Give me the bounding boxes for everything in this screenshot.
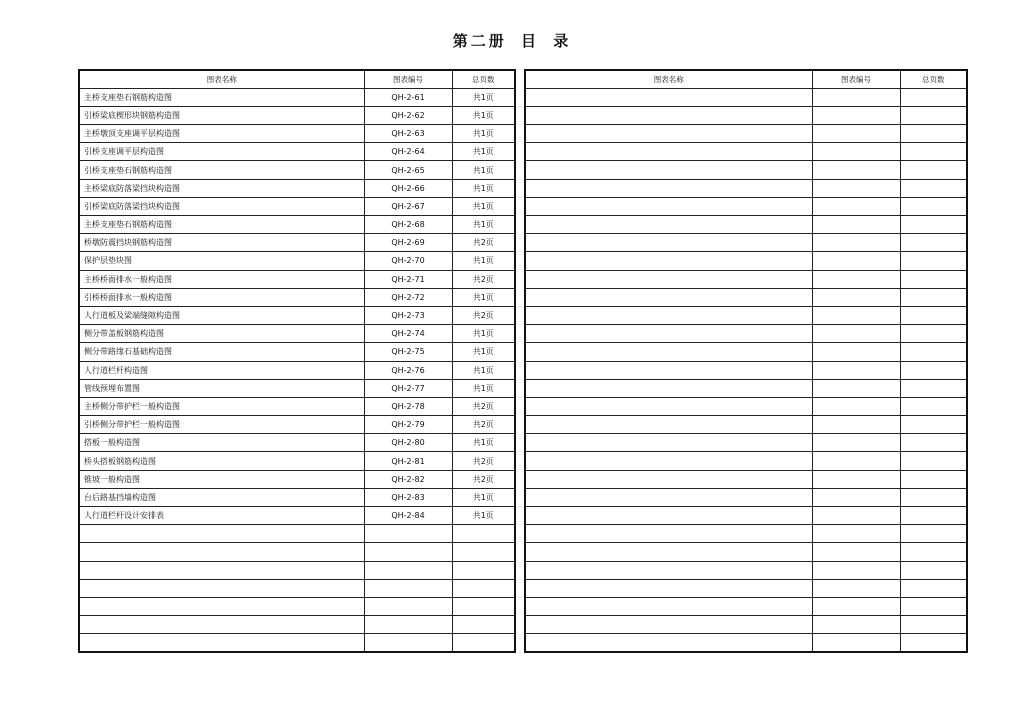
toc-table-right (524, 69, 968, 653)
page-count-cell (452, 634, 515, 652)
drawing-number-cell (812, 288, 900, 306)
page-count-cell: 共1页 (452, 488, 515, 506)
page-count-cell (900, 543, 967, 561)
drawing-number-cell (812, 125, 900, 143)
drawing-number-cell (812, 579, 900, 597)
page-count-cell (900, 397, 967, 415)
table-row (79, 197, 515, 215)
drawing-name-cell (525, 343, 812, 361)
drawing-name-cell: 引桥支座调平层构造图 (79, 143, 364, 161)
drawing-number-cell (812, 179, 900, 197)
drawing-number-cell: QH-2-61 (364, 88, 452, 106)
drawing-name-cell (525, 579, 812, 597)
table-row (79, 125, 515, 143)
table-row (525, 288, 967, 306)
drawing-name-cell (525, 488, 812, 506)
table-row (79, 579, 515, 597)
table-row (525, 543, 967, 561)
table-row (79, 234, 515, 252)
table-row (525, 416, 967, 434)
drawing-number-cell: QH-2-63 (364, 125, 452, 143)
page-count-cell: 共1页 (452, 216, 515, 234)
drawing-number-cell: QH-2-62 (364, 106, 452, 124)
drawing-name-cell: 桥头搭板钢筋构造图 (79, 452, 364, 470)
page-count-cell (900, 179, 967, 197)
drawing-name-cell (525, 288, 812, 306)
drawing-name-cell (525, 125, 812, 143)
drawing-number-cell (364, 525, 452, 543)
page-count-cell: 共1页 (452, 288, 515, 306)
drawing-number-cell: QH-2-70 (364, 252, 452, 270)
drawing-number-cell: QH-2-64 (364, 143, 452, 161)
col-header-number: 图表编号 (812, 70, 900, 88)
drawing-number-cell (812, 88, 900, 106)
drawing-name-cell (525, 616, 812, 634)
page-count-cell (900, 507, 967, 525)
table-row (525, 197, 967, 215)
drawing-name-cell: 保护层垫块图 (79, 252, 364, 270)
table-row (525, 634, 967, 652)
table-row (79, 88, 515, 106)
drawing-name-cell (79, 561, 364, 579)
page-count-cell: 共2页 (452, 234, 515, 252)
page-count-cell (900, 561, 967, 579)
drawing-number-cell: QH-2-80 (364, 434, 452, 452)
table-row (525, 434, 967, 452)
drawing-name-cell (525, 379, 812, 397)
drawing-name-cell: 搭板一般构造图 (79, 434, 364, 452)
drawing-number-cell (812, 325, 900, 343)
table-row (525, 252, 967, 270)
page-count-cell: 共1页 (452, 325, 515, 343)
page-count-cell (900, 125, 967, 143)
table-row (79, 179, 515, 197)
drawing-name-cell (525, 397, 812, 415)
table-row (79, 561, 515, 579)
page-count-cell (900, 234, 967, 252)
table-row (79, 306, 515, 324)
drawing-number-cell (812, 234, 900, 252)
table-row (79, 507, 515, 525)
drawing-number-cell: QH-2-82 (364, 470, 452, 488)
drawing-number-cell (812, 452, 900, 470)
drawing-number-cell (812, 597, 900, 615)
page-count-cell (900, 197, 967, 215)
drawing-number-cell: QH-2-67 (364, 197, 452, 215)
drawing-name-cell (525, 325, 812, 343)
drawing-name-cell (525, 470, 812, 488)
drawing-name-cell: 主桥桥面排水一般构造图 (79, 270, 364, 288)
page-count-cell (900, 306, 967, 324)
page-count-cell: 共1页 (452, 379, 515, 397)
page-count-cell (900, 470, 967, 488)
page-count-cell: 共2页 (452, 470, 515, 488)
page-title: 第二册 目 录 (452, 32, 572, 50)
page-count-cell (900, 252, 967, 270)
drawing-name-cell (525, 88, 812, 106)
drawing-name-cell (525, 416, 812, 434)
drawing-number-cell (812, 416, 900, 434)
drawing-number-cell (812, 616, 900, 634)
page-count-cell (900, 416, 967, 434)
drawing-name-cell: 侧分带盖板钢筋构造图 (79, 325, 364, 343)
page-count-cell: 共1页 (452, 434, 515, 452)
page-count-cell: 共2页 (452, 397, 515, 415)
drawing-number-cell (812, 397, 900, 415)
drawing-number-cell (364, 616, 452, 634)
drawing-number-cell (812, 197, 900, 215)
page-count-cell: 共1页 (452, 343, 515, 361)
drawing-name-cell: 引桥梁底防落梁挡块构造图 (79, 197, 364, 215)
page-count-cell: 共1页 (452, 507, 515, 525)
table-row (525, 507, 967, 525)
table-row (525, 216, 967, 234)
table-row (525, 597, 967, 615)
drawing-name-cell (79, 616, 364, 634)
table-row (525, 452, 967, 470)
table-row (79, 161, 515, 179)
table-row (79, 397, 515, 415)
page-count-cell (900, 325, 967, 343)
page-count-cell (452, 597, 515, 615)
table-header-row (79, 70, 515, 88)
col-header-pages: 总页数 (452, 70, 515, 88)
drawing-number-cell (812, 488, 900, 506)
table-row (525, 561, 967, 579)
table-row (525, 88, 967, 106)
drawing-number-cell: QH-2-77 (364, 379, 452, 397)
drawing-name-cell (525, 252, 812, 270)
page-count-cell (900, 488, 967, 506)
drawing-name-cell: 人行道板及梁端缝隙构造图 (79, 306, 364, 324)
page-count-cell (900, 616, 967, 634)
page-count-cell (452, 579, 515, 597)
drawing-number-cell: QH-2-69 (364, 234, 452, 252)
drawing-number-cell (812, 161, 900, 179)
drawing-name-cell (79, 579, 364, 597)
table-row (79, 416, 515, 434)
drawing-number-cell (812, 343, 900, 361)
drawing-number-cell (364, 579, 452, 597)
table-row (525, 579, 967, 597)
page-count-cell (900, 525, 967, 543)
table-row (79, 543, 515, 561)
page-count-cell (900, 106, 967, 124)
drawing-number-cell (812, 143, 900, 161)
drawing-number-cell: QH-2-73 (364, 306, 452, 324)
page-count-cell (452, 543, 515, 561)
drawing-number-cell: QH-2-71 (364, 270, 452, 288)
drawing-name-cell (525, 634, 812, 652)
page-count-cell (900, 161, 967, 179)
drawing-number-cell: QH-2-68 (364, 216, 452, 234)
drawing-name-cell: 引桥梁底楔形块钢筋构造图 (79, 106, 364, 124)
table-row (79, 470, 515, 488)
drawing-name-cell: 主桥支座垫石钢筋构造图 (79, 216, 364, 234)
drawing-name-cell: 引桥桥面排水一般构造图 (79, 288, 364, 306)
table-row (525, 379, 967, 397)
page-count-cell (900, 288, 967, 306)
page-count-cell: 共2页 (452, 452, 515, 470)
drawing-number-cell (812, 252, 900, 270)
page-count-cell: 共2页 (452, 416, 515, 434)
drawing-number-cell: QH-2-65 (364, 161, 452, 179)
page-count-cell: 共1页 (452, 143, 515, 161)
col-header-number: 图表编号 (364, 70, 452, 88)
drawing-number-cell: QH-2-81 (364, 452, 452, 470)
drawing-name-cell (525, 143, 812, 161)
drawing-number-cell (364, 597, 452, 615)
page-count-cell: 共1页 (452, 252, 515, 270)
drawing-name-cell: 主桥墩顶支座调平层构造图 (79, 125, 364, 143)
drawing-name-cell (525, 197, 812, 215)
page-count-cell (900, 270, 967, 288)
page-count-cell (900, 143, 967, 161)
table-row (79, 452, 515, 470)
table-row (525, 616, 967, 634)
drawing-number-cell (364, 561, 452, 579)
table-row (79, 361, 515, 379)
drawing-number-cell: QH-2-83 (364, 488, 452, 506)
table-row (525, 343, 967, 361)
drawing-name-cell: 主桥侧分带护栏一般构造图 (79, 397, 364, 415)
drawing-number-cell: QH-2-66 (364, 179, 452, 197)
drawing-name-cell (525, 306, 812, 324)
table-row (79, 379, 515, 397)
drawing-number-cell (812, 507, 900, 525)
drawing-name-cell: 引桥侧分带护栏一般构造图 (79, 416, 364, 434)
drawing-number-cell: QH-2-74 (364, 325, 452, 343)
page-count-cell (900, 88, 967, 106)
drawing-name-cell (525, 216, 812, 234)
table-row (79, 634, 515, 652)
drawing-name-cell: 人行道栏杆构造图 (79, 361, 364, 379)
drawing-number-cell: QH-2-84 (364, 507, 452, 525)
page-count-cell: 共1页 (452, 106, 515, 124)
drawing-number-cell: QH-2-75 (364, 343, 452, 361)
drawing-name-cell (525, 507, 812, 525)
drawing-name-cell: 人行道栏杆设计安排表 (79, 507, 364, 525)
col-header-name: 图表名称 (79, 70, 364, 88)
table-row (525, 161, 967, 179)
page-count-cell: 共1页 (452, 197, 515, 215)
table-row (79, 597, 515, 615)
drawing-number-cell (812, 106, 900, 124)
table-row (79, 434, 515, 452)
page-count-cell (452, 616, 515, 634)
table-row (79, 252, 515, 270)
drawing-number-cell (812, 543, 900, 561)
drawing-name-cell: 主桥梁底防落梁挡块构造图 (79, 179, 364, 197)
table-row (79, 325, 515, 343)
col-header-pages: 总页数 (900, 70, 967, 88)
table-row (79, 288, 515, 306)
table-row (525, 143, 967, 161)
table-row (525, 361, 967, 379)
page-count-cell: 共1页 (452, 361, 515, 379)
drawing-name-cell (525, 452, 812, 470)
drawing-name-cell (79, 634, 364, 652)
page-count-cell: 共1页 (452, 179, 515, 197)
page-count-cell (900, 597, 967, 615)
table-row (79, 616, 515, 634)
page-count-cell (900, 434, 967, 452)
table-row (79, 343, 515, 361)
table-row (79, 488, 515, 506)
drawing-name-cell (525, 561, 812, 579)
table-row (79, 525, 515, 543)
drawing-number-cell: QH-2-79 (364, 416, 452, 434)
drawing-number-cell (812, 525, 900, 543)
toc-table-left (78, 69, 516, 653)
table-row (79, 216, 515, 234)
table-row (79, 270, 515, 288)
table-row (525, 106, 967, 124)
drawing-name-cell: 锥坡一般构造图 (79, 470, 364, 488)
drawing-name-cell (79, 597, 364, 615)
drawing-name-cell (79, 525, 364, 543)
drawing-number-cell (812, 379, 900, 397)
table-row (525, 325, 967, 343)
page-count-cell: 共1页 (452, 88, 515, 106)
drawing-name-cell (525, 597, 812, 615)
drawing-name-cell: 引桥支座垫石钢筋构造图 (79, 161, 364, 179)
table-row (525, 270, 967, 288)
page-count-cell: 共1页 (452, 161, 515, 179)
drawing-number-cell (812, 306, 900, 324)
page-count-cell (452, 525, 515, 543)
drawing-name-cell (525, 543, 812, 561)
drawing-name-cell (525, 234, 812, 252)
drawing-number-cell: QH-2-76 (364, 361, 452, 379)
drawing-number-cell (812, 361, 900, 379)
page-count-cell (900, 452, 967, 470)
page-count-cell (900, 579, 967, 597)
table-row (79, 106, 515, 124)
drawing-number-cell (812, 216, 900, 234)
drawing-name-cell: 台后路基挡墙构造图 (79, 488, 364, 506)
page-count-cell (452, 561, 515, 579)
page-count-cell (900, 361, 967, 379)
drawing-number-cell (812, 470, 900, 488)
page-count-cell (900, 634, 967, 652)
drawing-number-cell (364, 634, 452, 652)
drawing-name-cell (525, 106, 812, 124)
drawing-number-cell (812, 270, 900, 288)
drawing-number-cell (812, 561, 900, 579)
drawing-name-cell: 桥墩防震挡块钢筋构造图 (79, 234, 364, 252)
page-count-cell (900, 216, 967, 234)
table-row (525, 306, 967, 324)
table-row (525, 488, 967, 506)
table-row (525, 525, 967, 543)
page-count-cell (900, 343, 967, 361)
table-row (525, 234, 967, 252)
drawing-number-cell (812, 634, 900, 652)
drawing-name-cell: 主桥支座垫石钢筋构造图 (79, 88, 364, 106)
page-count-cell: 共1页 (452, 125, 515, 143)
page-count-cell: 共2页 (452, 270, 515, 288)
page-count-cell (900, 379, 967, 397)
table-row (79, 143, 515, 161)
drawing-name-cell (525, 525, 812, 543)
drawing-name-cell (525, 434, 812, 452)
col-header-name: 图表名称 (525, 70, 812, 88)
drawing-number-cell: QH-2-72 (364, 288, 452, 306)
drawing-name-cell (79, 543, 364, 561)
table-row (525, 397, 967, 415)
drawing-name-cell (525, 270, 812, 288)
drawing-number-cell (364, 543, 452, 561)
drawing-name-cell (525, 161, 812, 179)
drawing-name-cell: 管线预埋布置图 (79, 379, 364, 397)
drawing-number-cell (812, 434, 900, 452)
drawing-number-cell: QH-2-78 (364, 397, 452, 415)
drawing-name-cell (525, 361, 812, 379)
page-count-cell: 共2页 (452, 306, 515, 324)
table-row (525, 179, 967, 197)
table-row (525, 470, 967, 488)
drawing-name-cell (525, 179, 812, 197)
table-row (525, 125, 967, 143)
table-header-row (525, 70, 967, 88)
drawing-name-cell: 侧分带路缘石基础构造图 (79, 343, 364, 361)
